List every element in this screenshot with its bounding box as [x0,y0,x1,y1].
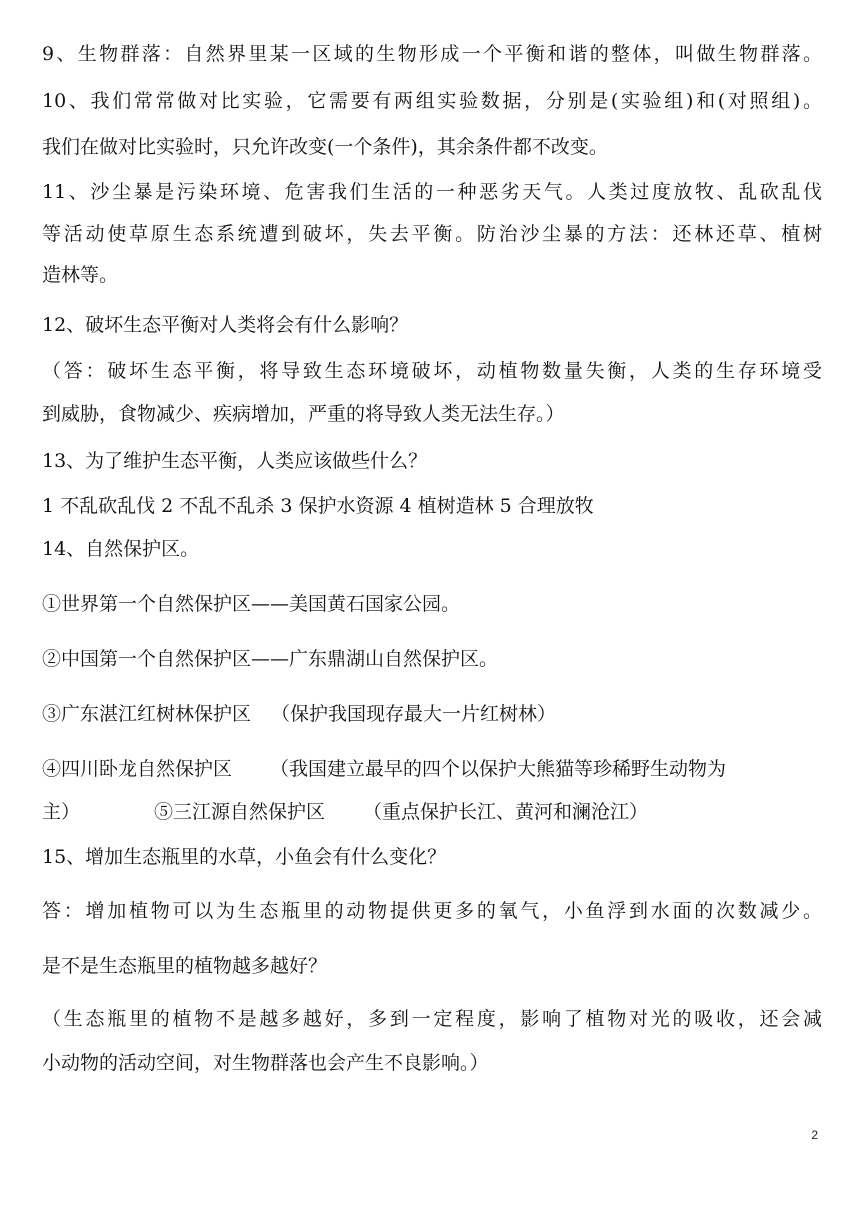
reserve-4-note: （我国建立最早的四个以保护大熊猫等珍稀野生动物为 [270,758,727,780]
reserve-4-name: ④四川卧龙自然保护区 [42,758,233,780]
reserve-3 [42,700,822,728]
item-14-heading: 14、自然保护区。 [42,538,200,560]
reserve-4-line-1 [42,755,822,783]
reserve-3-name: ③广东湛江红树林保护区 [42,703,252,725]
reserve-4-line-2 [42,798,822,826]
item-15-followup-answer-line-2: 小动物的活动空间，对生物群落也会产生不良影响。） [42,1052,489,1074]
item-13-answer: 1 不乱砍乱伐 2 不乱不乱杀 3 保护水资源 4 植树造林 5 合理放牧 [42,495,594,517]
reserve-5-name: ⑤三江源自然保护区 [154,801,326,823]
item-11-line-2: 等活动使草原生态系统遭到破坏，失去平衡。防治沙尘暴的方法：还林还草、植树 [42,223,822,245]
reserve-4-note-end: 主） [42,801,81,823]
reserve-3-note: （保护我国现存最大一片红树林） [271,703,557,725]
item-15-followup-answer-line-1: （生态瓶里的植物不是越多越好，多到一定程度，影响了植物对光的吸收，还会减 [42,1008,822,1030]
item-12-answer-line-1: （答：破坏生态平衡，将导致生态环境破坏，动植物数量失衡，人类的生存环境受 [42,360,822,382]
page-number: 2 [811,1128,818,1142]
item-10-line-1: 10、我们常常做对比实验，它需要有两组实验数据，分别是(实验组)和(对照组)。 [42,90,822,112]
reserve-2: ②中国第一个自然保护区——广东鼎湖山自然保护区。 [42,648,499,670]
reserve-5-note: （重点保护长江、黄河和澜沧江） [363,801,649,823]
item-9-line: 9、生物群落：自然界里某一区域的生物形成一个平衡和谐的整体，叫做生物群落。 [42,43,822,65]
item-15-answer: 答：增加植物可以为生态瓶里的动物提供更多的氧气，小鱼浮到水面的次数减少。 [42,900,822,922]
item-15-question: 15、增加生态瓶里的水草，小鱼会有什么变化？ [42,846,447,868]
reserve-1: ①世界第一个自然保护区——美国黄石国家公园。 [42,593,461,615]
item-12-question: 12、破坏生态平衡对人类将会有什么影响？ [42,314,409,336]
item-11-line-1: 11、沙尘暴是污染环境、危害我们生活的一种恶劣天气。人类过度放牧、乱砍乱伐 [42,181,822,203]
item-15-followup-question: 是不是生态瓶里的植物越多越好？ [42,955,328,977]
item-10-line-2: 我们在做对比实验时，只允许改变(一个条件)，其余条件都不改变。 [42,136,608,158]
item-11-line-3: 造林等。 [42,264,119,286]
item-12-answer-line-2: 到威胁，食物减少、疾病增加，严重的将导致人类无法生存。） [42,403,565,425]
item-13-question: 13、为了维护生态平衡，人类应该做些什么？ [42,450,428,472]
